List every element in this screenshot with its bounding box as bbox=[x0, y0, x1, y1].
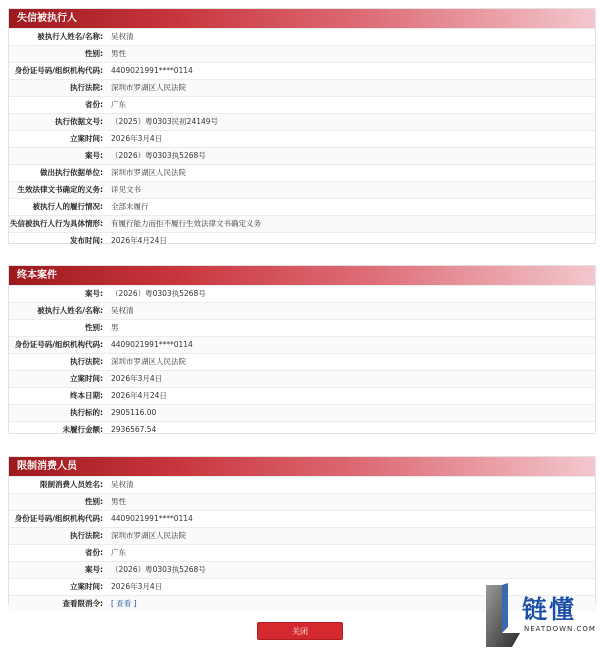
field-label: 执行法院: bbox=[70, 83, 103, 92]
detail-row bbox=[9, 544, 595, 561]
field-value: （2026）粤0303执5268号 bbox=[111, 151, 206, 160]
field-label: 执行法院: bbox=[70, 357, 103, 366]
field-label: 立案时间: bbox=[70, 134, 103, 143]
view-order-link[interactable]: [ 查看 ] bbox=[111, 599, 137, 608]
field-label: 立案时间: bbox=[70, 582, 103, 591]
detail-rows bbox=[9, 285, 595, 438]
field-label: 身份证号码/组织机构代码: bbox=[14, 340, 103, 349]
detail-row bbox=[9, 302, 595, 319]
field-label: 立案时间: bbox=[70, 374, 103, 383]
field-label: 失信被执行人行为具体情形: bbox=[10, 219, 103, 228]
field-value: （2026）粤0303执5268号 bbox=[111, 289, 206, 298]
field-label: 终本日期: bbox=[70, 391, 103, 400]
detail-row bbox=[9, 147, 595, 164]
detail-row bbox=[9, 493, 595, 510]
field-label: 被执行人姓名/名称: bbox=[37, 306, 103, 315]
field-label: 限制消费人员姓名: bbox=[40, 480, 103, 489]
field-value: 吴权清 bbox=[111, 480, 134, 489]
field-label: 省份: bbox=[85, 548, 103, 557]
field-value: 全部未履行 bbox=[111, 202, 149, 211]
section-title: 失信被执行人 bbox=[9, 9, 595, 28]
field-value: （2025）粤0303民初24149号 bbox=[111, 117, 219, 126]
detail-row bbox=[9, 561, 595, 578]
close-button[interactable]: 关闭 bbox=[257, 622, 343, 640]
field-value: 深圳市罗湖区人民法院 bbox=[111, 531, 186, 540]
detail-row bbox=[9, 164, 595, 181]
detail-row bbox=[9, 353, 595, 370]
detail-row bbox=[9, 510, 595, 527]
field-value: 2026年3月4日 bbox=[111, 374, 163, 383]
detail-row bbox=[9, 387, 595, 404]
field-label: 发布时间: bbox=[70, 236, 103, 245]
detail-row bbox=[9, 28, 595, 45]
detail-row bbox=[9, 181, 595, 198]
section-title: 终本案件 bbox=[9, 266, 595, 285]
field-value: 4409021991****0114 bbox=[111, 66, 193, 75]
detail-rows bbox=[9, 28, 595, 249]
detail-row bbox=[9, 79, 595, 96]
field-label: 被执行人姓名/名称: bbox=[37, 32, 103, 41]
detail-row bbox=[9, 232, 595, 249]
dishonest-section bbox=[8, 8, 596, 244]
field-value: 4409021991****0114 bbox=[111, 340, 193, 349]
field-value: 2026年3月4日 bbox=[111, 134, 163, 143]
field-value: 深圳市罗湖区人民法院 bbox=[111, 357, 186, 366]
watermark-subtext: NEATDOWN.COM bbox=[524, 625, 596, 633]
field-value: 广东 bbox=[111, 548, 126, 557]
field-label: 性别: bbox=[85, 497, 103, 506]
detail-row bbox=[9, 527, 595, 544]
field-value: 2026年4月24日 bbox=[111, 391, 167, 400]
detail-row bbox=[9, 370, 595, 387]
detail-row bbox=[9, 319, 595, 336]
detail-row bbox=[9, 476, 595, 493]
field-value: 2905116.00 bbox=[111, 408, 157, 417]
field-label: 案号: bbox=[85, 289, 103, 298]
field-label: 生效法律文书确定的义务: bbox=[17, 185, 103, 194]
field-label: 被执行人的履行情况: bbox=[32, 202, 103, 211]
field-value: 2026年3月4日 bbox=[111, 582, 163, 591]
field-value: 2936567.54 bbox=[111, 425, 157, 434]
field-label: 执行依据文号: bbox=[55, 117, 103, 126]
field-value: 吴权清 bbox=[111, 306, 134, 315]
detail-row bbox=[9, 198, 595, 215]
field-label: 执行标的: bbox=[70, 408, 103, 417]
field-label: 未履行金额: bbox=[62, 425, 103, 434]
detail-row bbox=[9, 336, 595, 353]
field-value: 广东 bbox=[111, 100, 126, 109]
field-label: 省份: bbox=[85, 100, 103, 109]
detail-row bbox=[9, 285, 595, 302]
section-title: 限制消费人员 bbox=[9, 457, 595, 476]
field-label: 做出执行依据单位: bbox=[40, 168, 103, 177]
field-value: 男性 bbox=[111, 497, 126, 506]
field-value: 吴权清 bbox=[111, 32, 134, 41]
field-label: 执行法院: bbox=[70, 531, 103, 540]
field-label: 查看限消令: bbox=[62, 599, 103, 608]
field-label: 身份证号码/组织机构代码: bbox=[14, 514, 103, 523]
detail-row bbox=[9, 62, 595, 79]
field-label: 性别: bbox=[85, 49, 103, 58]
field-value: 男性 bbox=[111, 49, 126, 58]
detail-row bbox=[9, 96, 595, 113]
detail-row bbox=[9, 45, 595, 62]
detail-row bbox=[9, 215, 595, 232]
field-label: 案号: bbox=[85, 565, 103, 574]
field-value: 2026年4月24日 bbox=[111, 236, 167, 245]
field-value: 深圳市罗湖区人民法院 bbox=[111, 83, 186, 92]
field-value: 详见文书 bbox=[111, 185, 141, 194]
field-value: 男 bbox=[111, 323, 119, 332]
field-value: 4409021991****0114 bbox=[111, 514, 193, 523]
terminated-case-section bbox=[8, 265, 596, 434]
detail-row bbox=[9, 113, 595, 130]
detail-row bbox=[9, 404, 595, 421]
watermark-text: 链懂 bbox=[522, 595, 577, 624]
field-label: 案号: bbox=[85, 151, 103, 160]
detail-row bbox=[9, 130, 595, 147]
field-value: 深圳市罗湖区人民法院 bbox=[111, 168, 186, 177]
field-value: （2026）粤0303执5268号 bbox=[111, 565, 206, 574]
detail-row bbox=[9, 421, 595, 438]
field-label: 身份证号码/组织机构代码: bbox=[14, 66, 103, 75]
field-value: 有履行能力而拒不履行生效法律文书确定义务 bbox=[111, 219, 261, 228]
field-label: 性别: bbox=[85, 323, 103, 332]
